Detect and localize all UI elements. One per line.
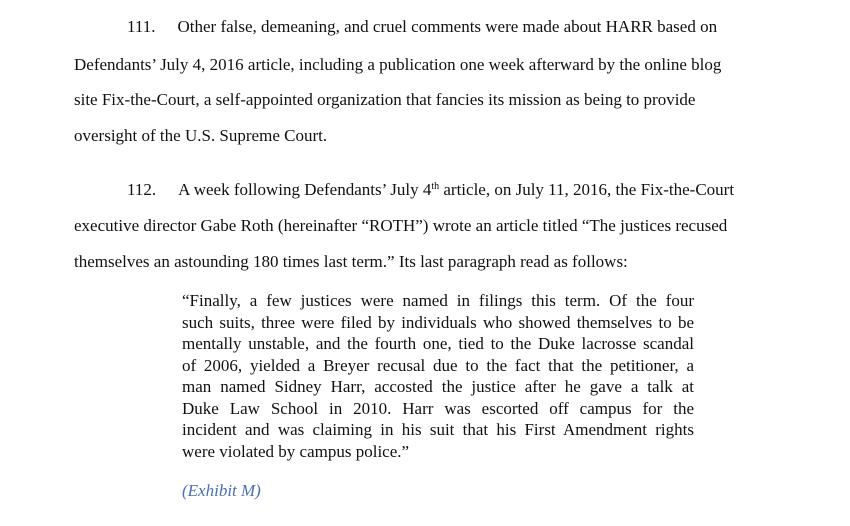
paragraph-112-first-line — [127, 180, 734, 200]
block-quote — [182, 290, 694, 462]
paragraph-111-first-line — [127, 17, 717, 37]
quote-line: of 2006, yielded a Breyer recusal due to the fact that the petitioner, a — [182, 355, 694, 375]
exhibit-m-link[interactable]: (Exhibit M) — [182, 481, 261, 500]
quote-line: were violated by campus police.” — [182, 441, 410, 461]
paragraph-number: 112. — [127, 180, 157, 199]
quote-line: such suits, three were filed by individuals who showed themselves to be — [182, 312, 694, 332]
paragraph-line: themselves an astounding 180 times last term.” Its last paragraph read as follows: — [74, 252, 628, 271]
quote-line: incident and was claiming in his suit that his First Amendment rights — [182, 420, 694, 439]
paragraph-text: article, on July 11, 2016, the Fix-the-Court — [439, 180, 735, 199]
quote-line: mentally unstable, and the fourth one, tied to the Duke lacrosse scandal — [182, 334, 694, 353]
paragraph-line: site Fix-the-Court, a self-appointed organization that fancies its mission as being to provide — [74, 90, 696, 109]
quote-line: man named Sidney Harr, accosted the justice after he gave a talk at — [182, 377, 694, 396]
quote-line: “Finally, a few justices were named in filings this term. Of the four — [182, 291, 694, 310]
superscript-th: th — [431, 181, 440, 192]
paragraph-line: oversight of the U.S. Supreme Court. — [74, 126, 328, 145]
paragraph-text: A week following Defendants’ July 4 — [178, 180, 432, 199]
paragraph-line: Defendants’ July 4, 2016 article, including a publication one week afterward by the online blog — [74, 55, 722, 74]
paragraph-number: 111. — [127, 17, 156, 36]
quote-line: Duke Law School in 2010. Harr was escorted off campus for the — [182, 398, 694, 418]
paragraph-text: Other false, demeaning, and cruel comments were made about HARR based on — [177, 17, 718, 36]
paragraph-line: executive director Gabe Roth (hereinafter “ROTH”) wrote an article titled “The justices recused — [74, 216, 728, 235]
